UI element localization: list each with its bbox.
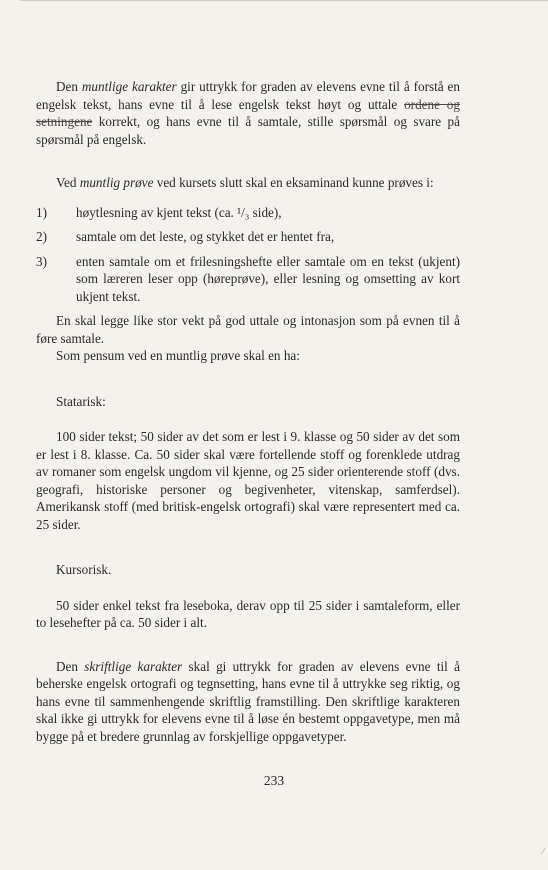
paragraph-uttale: En skal legge like stor vekt på god uttale og intonasjon som på evnen til å føre samtale. [36, 313, 460, 346]
term-muntlig-prove: muntlig prøve [79, 175, 154, 190]
paragraph-skriftlige-karakter: Den skriftlige karakter skal gi uttrykk for graden av elevens evne til å beherske engelsk ortografi og tegnsetting, hans evne til å uttrykke seg riktig, og hans evne til sammenhengende skriftlig framstilling. Den skriftlige karakteren skal ikke gi uttrykk for elevens evne til å løse én bestemt oppgavetype, men må bygge på et bredere grunnlag av forskjellige oppgavetyper. [36, 658, 460, 744]
paragraph-statarisk: 100 sider tekst; 50 sider av det som er lest i 9. klasse og 50 sider av det som er lest i 8. klasse. Ca. 50 sider skal være fortellende stoff og forenklede utdrag av romaner som engelsk ungdom vil kjenne, og 25 sider orienterende stoff (dvs. geografi, historiske personer og begivenheter, vitenskap, samferdsel). Amerikansk stoff (med britisk-engelsk ortografi) skal være representert med ca. 25 sider. [36, 429, 460, 532]
list-item: 1) høytlesning av kjent tekst (ca. ¹/₃ side), [36, 204, 282, 220]
paragraph-muntlige-karakter: Den muntlige karakter gir uttrykk for graden av elevens evne til å forstå en engelsk tekst, hans evne til å lese engelsk tekst høyt og uttale ordene og setningene korrekt, og hans evne til å samtale, stille spørsmål og svare på spørsmål på engelsk. [36, 79, 460, 147]
page-number: 233 [263, 773, 285, 788]
struck-text: ordene og setningene [36, 96, 460, 129]
paragraph-kursorisk: 50 sider enkel tekst fra leseboka, derav opp til 25 sider i samtaleform, eller to lesehefter på ca. 50 sider i alt. [36, 597, 460, 630]
list-item: 2) samtale om det leste, og stykket det er hentet fra, [36, 229, 335, 244]
page-edge-line [20, 0, 548, 1]
term-muntlige-karakter: muntlige karakter [81, 79, 177, 94]
corner-mark: ⁄ [542, 846, 544, 856]
list-item: 3) enten samtale om et frilesningshefte eller samtale om en tekst (ukjent) som læreren leser opp (hørеprøve), eller lesning og omsetting av kort ukjent tekst. [36, 253, 460, 304]
paragraph-muntlig-prove: Ved muntlig prøve ved kursets slutt skal en eksaminand kunne prøves i: [56, 175, 434, 190]
heading-statarisk: Statarisk: [56, 393, 106, 409]
term-skriftlige-karakter: skriftlige karakter [84, 658, 183, 674]
paragraph-pensum: Som pensum ved en muntlig prøve skal en ha: [56, 348, 300, 363]
heading-kursorisk: Kursorisk. [56, 562, 112, 577]
page-content [36, 78, 460, 745]
exam-items-list [36, 204, 460, 306]
